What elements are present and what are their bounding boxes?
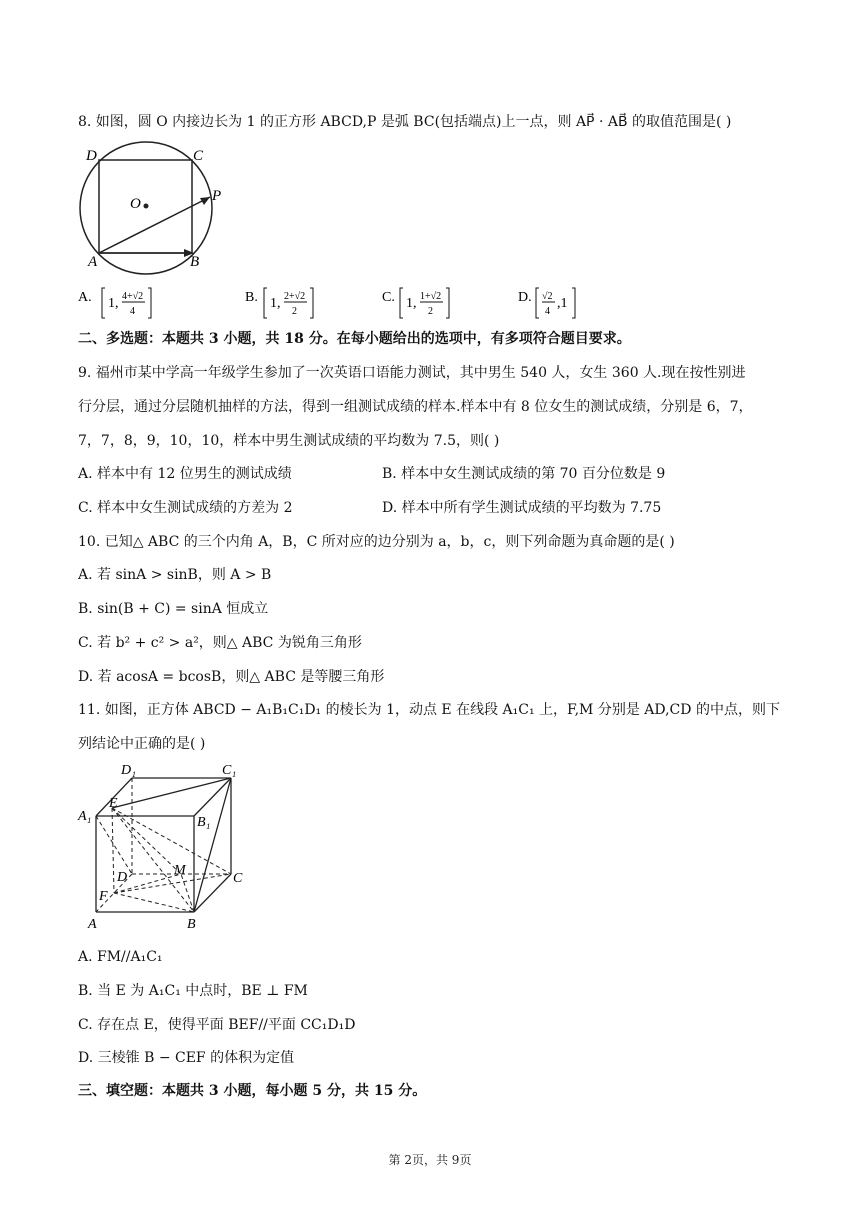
q11-option-a: A. FM//A₁C₁: [78, 949, 163, 965]
svg-text:D.: D.: [518, 290, 532, 305]
vector-ap: [99, 197, 210, 253]
label-f: F: [99, 889, 108, 904]
label-b1: B₁: [197, 815, 211, 830]
label-d: D: [117, 870, 128, 885]
label-e: E: [109, 796, 118, 811]
q10-option-d: D. 若 acosA = bcosB，则△ ABC 是等腰三角形: [78, 669, 385, 685]
q10-option-c: C. 若 b² + c² > a²，则△ ABC 为锐角三角形: [78, 635, 362, 651]
svg-text:B.: B.: [245, 290, 258, 305]
q10-option-b: B. sin(B + C) = sinA 恒成立: [78, 601, 269, 617]
label-c: C: [233, 871, 243, 886]
q11-option-b: B. 当 E 为 A₁C₁ 中点时，BE ⊥ FM: [78, 983, 308, 999]
q8-option-a-math: [78, 287, 168, 321]
q8-option-a: [78, 287, 168, 326]
q9-option-d: D. 样本中所有学生测试成绩的平均数为 7.75: [382, 500, 662, 516]
q11-line-1: 11. 如图，正方体 ABCD − A₁B₁C₁D₁ 的棱长为 1，动点 E 在线段 A₁C₁ 上，F,M 分别是 AD,CD 的中点，则下: [78, 702, 780, 718]
q9-line-3: 7，7，8，9，10，10，样本中男生测试成绩的平均数为 7.5，则( ): [78, 433, 500, 449]
label-b: B: [190, 254, 200, 270]
svg-text:,1: ,1: [557, 296, 568, 311]
q10-stem: 10. 已知△ ABC 的三个内角 A，B，C 所对应的边分别为 a，b，c，则下列命题为真命题的是( ): [78, 534, 675, 550]
section-3-heading: 三、填空题：本题共 3 小题，每小题 5 分，共 15 分。: [78, 1083, 427, 1099]
q9-option-b: B. 样本中女生测试成绩的第 70 百分位数是 9: [382, 466, 666, 482]
page-footer: 第 2页，共 9页: [388, 1153, 472, 1167]
svg-text:√2: √2: [542, 291, 553, 302]
label-b: B: [187, 917, 196, 932]
q10-option-a: A. 若 sinA > sinB，则 A > B: [78, 567, 272, 583]
svg-text:A.: A.: [78, 290, 92, 305]
svg-text:1,: 1,: [406, 296, 417, 311]
label-a1: A₁: [78, 809, 92, 824]
label-p: P: [212, 188, 222, 204]
svg-text:4: 4: [130, 306, 135, 317]
q8-option-b-math: [245, 287, 335, 321]
q9-line-1: 9. 福州市某中学高一年级学生参加了一次英语口语能力测试，其中男生 540 人，女生 360 人.现在按性别进: [78, 365, 746, 381]
q11-cube-figure: [76, 760, 256, 932]
label-o: O: [130, 196, 141, 212]
q8-stem: 8. 如图，圆 O 内接边长为 1 的正方形 ABCD,P 是弧 BC(包括端点)上一点，则 AP⃗ · AB⃗ 的取值范围是( ): [78, 114, 732, 130]
svg-text:2: 2: [428, 306, 433, 317]
label-d1: D₁: [121, 763, 136, 778]
label-c: C: [193, 148, 204, 164]
q8-option-c: [382, 287, 472, 326]
q8-option-c-math: [382, 287, 472, 321]
center-dot: [144, 204, 149, 209]
q9-option-c: C. 样本中女生测试成绩的方差为 2: [78, 500, 293, 516]
q8-figure: [76, 140, 236, 280]
svg-text:1,: 1,: [270, 296, 281, 311]
q8-option-b: [245, 287, 335, 326]
svg-text:1+√2: 1+√2: [420, 291, 442, 302]
svg-text:1,: 1,: [108, 296, 119, 311]
label-d: D: [86, 148, 97, 164]
label-c1: C₁: [222, 763, 237, 778]
label-a: A: [88, 254, 98, 270]
label-m: M: [174, 863, 186, 878]
svg-text:C.: C.: [382, 290, 395, 305]
q8-option-d: [518, 287, 608, 326]
q11-option-d: D. 三棱锥 B − CEF 的体积为定值: [78, 1050, 295, 1066]
q9-line-2: 行分层，通过分层随机抽样的方法，得到一组测试成绩的样本.样本中有 8 位女生的测试成绩，分别是 6，7，: [78, 399, 753, 415]
svg-text:4: 4: [545, 306, 550, 317]
q8-option-d-math: [518, 287, 608, 321]
q11-line-2: 列结论中正确的是( ): [78, 736, 206, 752]
svg-text:2+√2: 2+√2: [284, 291, 306, 302]
svg-text:4+√2: 4+√2: [122, 291, 144, 302]
q9-option-a: A. 样本中有 12 位男生的测试成绩: [78, 466, 292, 482]
label-a: A: [88, 917, 97, 932]
q11-option-c: C. 存在点 E，使得平面 BEF//平面 CC₁D₁D: [78, 1017, 356, 1033]
svg-text:2: 2: [292, 306, 297, 317]
section-2-heading: 二、多选题：本题共 3 小题，共 18 分。在每小题给出的选项中，有多项符合题目要求。: [78, 331, 631, 347]
